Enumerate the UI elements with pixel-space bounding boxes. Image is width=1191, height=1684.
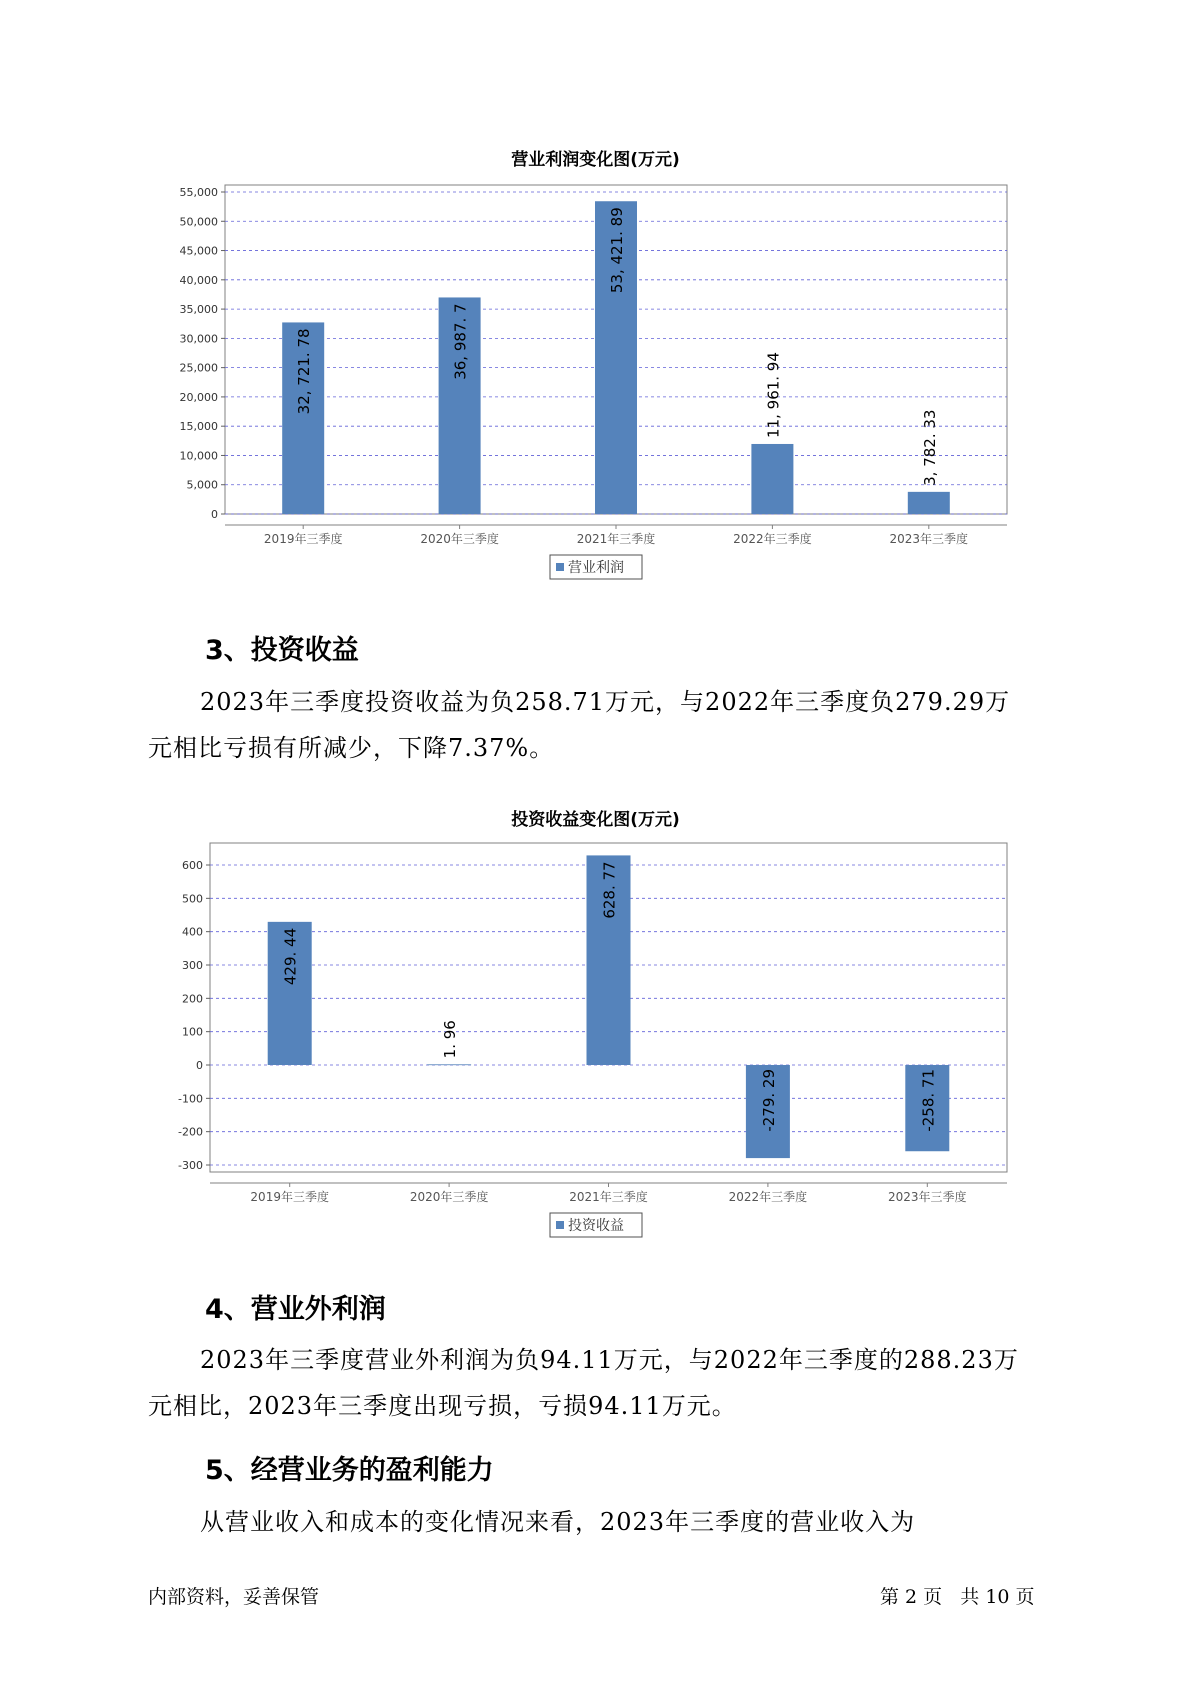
y-tick-label: 200	[182, 992, 203, 1006]
chart2-title: 投资收益变化图(万元)	[511, 810, 680, 830]
bar-value-label: 3, 782. 33	[920, 409, 939, 486]
y-tick-label: 50,000	[179, 215, 218, 229]
y-tick-label: 30,000	[179, 332, 218, 346]
bar-value-label: 1. 96	[441, 1020, 460, 1059]
x-tick-label: 2019年三季度	[250, 1190, 329, 1204]
operating-profit-chart	[0, 170, 1191, 590]
y-tick-label: -300	[178, 1159, 203, 1172]
y-tick-label: 15,000	[179, 420, 218, 434]
y-tick-label: 55,000	[179, 186, 218, 199]
bar-value-label: 32, 721. 78	[295, 328, 314, 415]
bar-value-label: 11, 961. 94	[764, 352, 783, 438]
legend-label: 投资收益	[568, 1218, 624, 1234]
bar-value-label: -258. 71	[919, 1069, 938, 1132]
y-tick-label: 20,000	[179, 390, 218, 404]
y-tick-label: 400	[182, 925, 203, 939]
x-tick-label: 2022年三季度	[733, 532, 812, 546]
x-tick-label: 2020年三季度	[409, 1190, 489, 1204]
section4-line1: 2023年三季度营业外利润为负94.11万元，与2022年三季度的288.23万	[200, 1346, 1019, 1374]
section4-heading: 4、营业外利润	[205, 1294, 386, 1325]
bar-value-label: 53, 421. 89	[608, 207, 626, 294]
legend-swatch	[556, 563, 564, 571]
section5-heading: 5、经营业务的盈利能力	[205, 1455, 494, 1486]
x-tick-label: 2020年三季度	[420, 532, 499, 546]
x-tick-label: 2023年三季度	[889, 532, 969, 546]
investment-income-chart	[0, 830, 1191, 1250]
section3-line1: 2023年三季度投资收益为负258.71万元，与2022年三季度负279.29万	[200, 688, 1011, 716]
y-tick-label: -200	[178, 1125, 203, 1139]
y-tick-label: 0	[211, 508, 218, 521]
chart1-title: 营业利润变化图(万元)	[511, 150, 680, 170]
y-tick-label: 25,000	[179, 361, 218, 375]
bar-value-label: 628. 77	[600, 861, 619, 919]
footer-left: 内部资料，妥善保管	[148, 1586, 320, 1608]
bar	[908, 492, 950, 514]
x-tick-label: 2022年三季度	[728, 1190, 808, 1204]
section5-line1: 从营业收入和成本的变化情况来看，2023年三季度的营业收入为	[200, 1508, 916, 1536]
y-tick-label: 5,000	[186, 478, 218, 492]
legend-swatch	[556, 1221, 564, 1229]
section3-heading: 3、投资收益	[205, 635, 359, 666]
x-tick-label: 2023年三季度	[888, 1190, 967, 1204]
y-tick-label: 300	[182, 959, 203, 972]
bar-value-label: 36, 987. 7	[451, 303, 470, 380]
bar	[427, 1064, 471, 1065]
bar-value-label: 429. 44	[281, 927, 300, 986]
y-tick-label: 100	[182, 1025, 203, 1039]
y-tick-label: 45,000	[179, 244, 218, 258]
x-tick-label: 2021年三季度	[576, 532, 656, 546]
y-tick-label: 600	[182, 859, 203, 872]
section3-line2: 元相比亏损有所减少，下降7.37%。	[148, 734, 555, 762]
legend-label: 营业利润	[568, 560, 624, 576]
y-tick-label: 10,000	[179, 449, 218, 463]
y-tick-label: 500	[182, 892, 203, 906]
bar-value-label: -279. 29	[759, 1069, 778, 1132]
section4-line2: 元相比，2023年三季度出现亏损，亏损94.11万元。	[148, 1392, 737, 1420]
bar	[751, 444, 793, 514]
footer-page-number: 第 2 页 共 10 页	[880, 1586, 1035, 1608]
x-tick-label: 2021年三季度	[569, 1190, 648, 1204]
y-tick-label: 40,000	[179, 273, 218, 287]
y-tick-label: 0	[196, 1059, 203, 1072]
y-tick-label: -100	[178, 1092, 203, 1106]
y-tick-label: 35,000	[179, 303, 218, 317]
x-tick-label: 2019年三季度	[263, 532, 343, 546]
